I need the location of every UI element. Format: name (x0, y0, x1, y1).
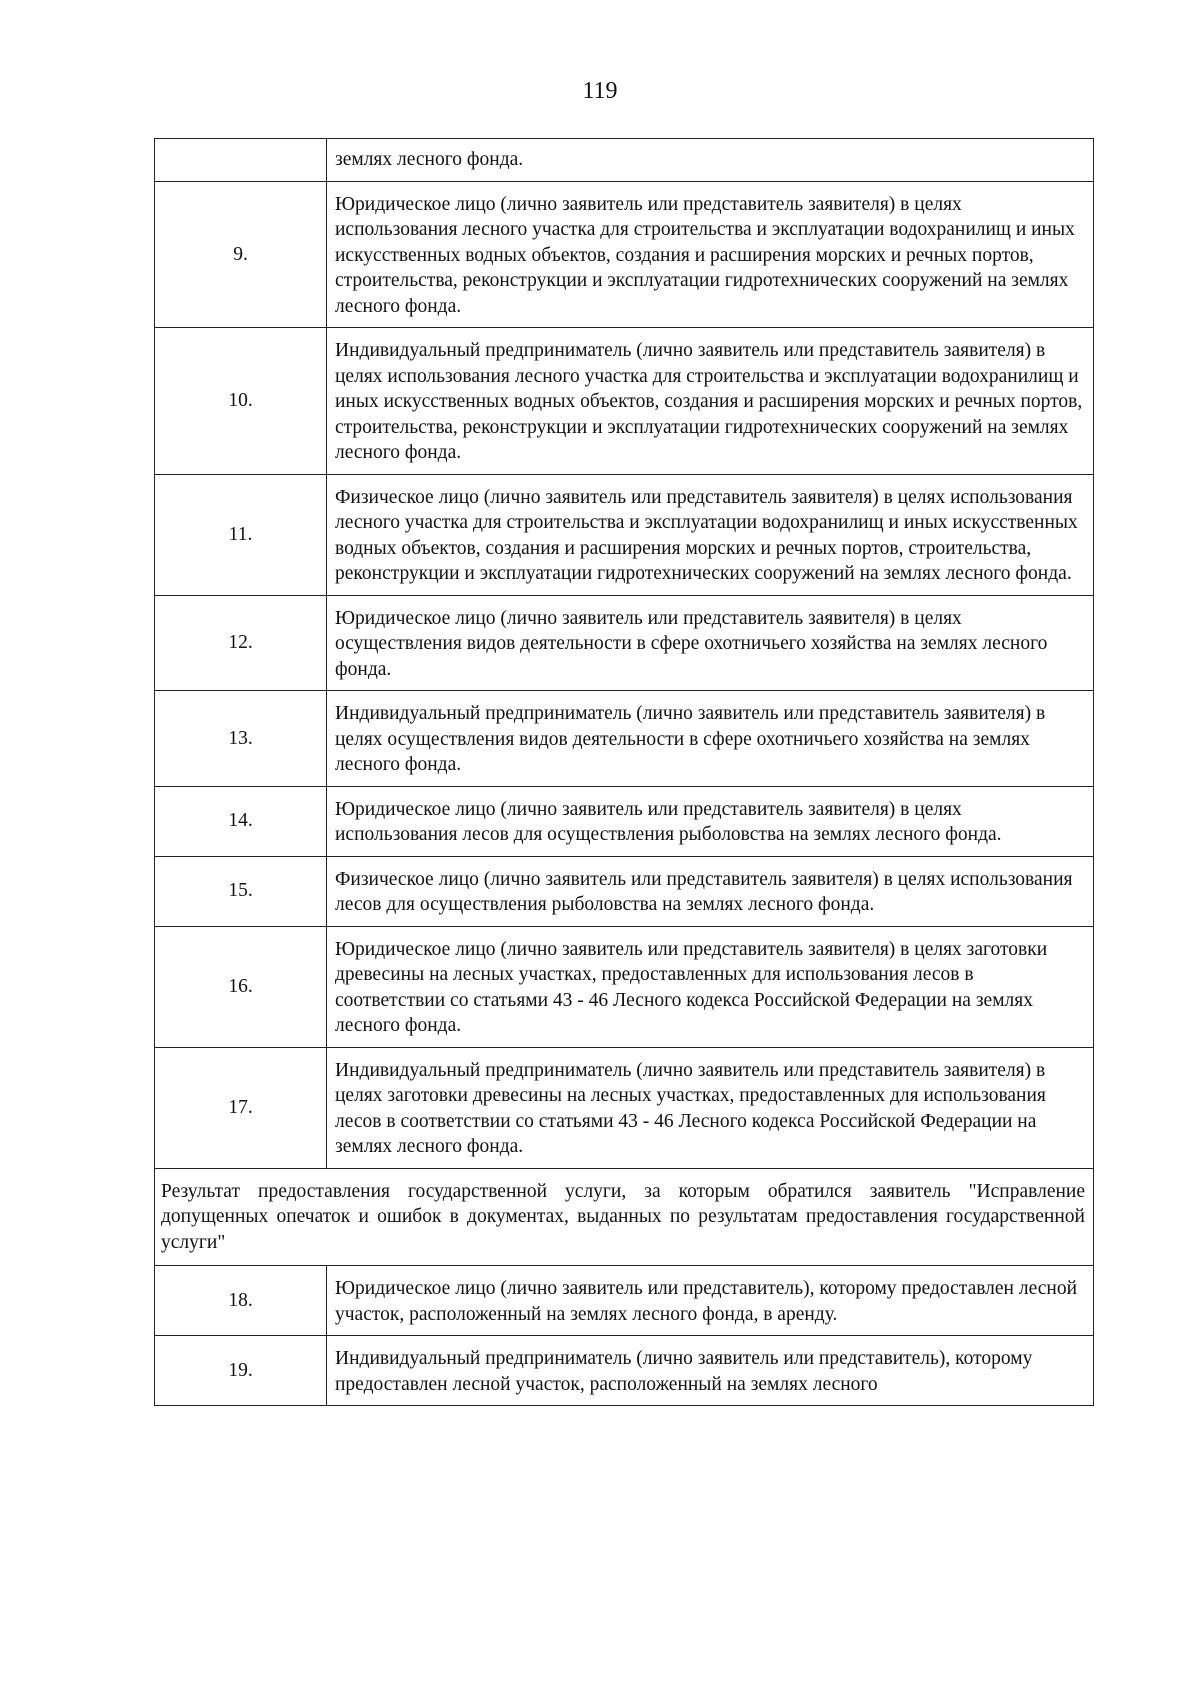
row-number-cell: 12. (155, 595, 327, 691)
row-number-cell: 14. (155, 786, 327, 856)
page-number: 119 (582, 78, 618, 104)
table-row (155, 786, 1094, 856)
table-row (155, 1336, 1094, 1406)
table-row (155, 181, 1094, 328)
table-row (155, 926, 1094, 1047)
row-number-cell: 17. (155, 1047, 327, 1168)
row-number-cell: 9. (155, 181, 327, 328)
row-number-cell: 18. (155, 1266, 327, 1336)
row-description-cell: Юридическое лицо (лично заявитель или представитель заявителя) в целях использования лесов для осуществления рыболовства на землях лесного фонда. (327, 786, 1094, 856)
row-number-cell: 19. (155, 1336, 327, 1406)
row-number-cell: 10. (155, 328, 327, 475)
section-header-row (155, 1168, 1094, 1266)
table-row (155, 691, 1094, 787)
table-row (155, 474, 1094, 595)
row-number-cell: 13. (155, 691, 327, 787)
row-description-cell: Юридическое лицо (лично заявитель или представитель заявителя) в целях заготовки древесины на лесных участках, предоставленных для использования лесов в соответствии со статьями 43 - 46 Лесного кодекса Российской Федерации на землях лесного фонда. (327, 926, 1094, 1047)
row-number-cell: 16. (155, 926, 327, 1047)
row-description-cell: Физическое лицо (лично заявитель или представитель заявителя) в целях использования лесного участка для строительства и эксплуатации водохранилищ и иных искусственных водных объектов, создания и расширения морских и речных портов, строительства, реконструкции и эксплуатации гидротехнических сооружений на землях лесного фонда. (327, 474, 1094, 595)
table-row (155, 139, 1094, 182)
row-description-cell: Юридическое лицо (лично заявитель или представитель заявителя) в целях использования лесного участка для строительства и эксплуатации водохранилищ и иных искусственных водных объектов, создания и расширения морских и речных портов, строительства, реконструкции и эксплуатации гидротехнических сооружений на землях лесного фонда. (327, 181, 1094, 328)
row-number-cell: 11. (155, 474, 327, 595)
row-description-cell: Юридическое лицо (лично заявитель или представитель), которому предоставлен лесной участок, расположенный на землях лесного фонда, в аренду. (327, 1266, 1094, 1336)
table-row (155, 328, 1094, 475)
row-description-cell: землях лесного фонда. (327, 139, 1094, 182)
table-row (155, 1266, 1094, 1336)
table-row (155, 1047, 1094, 1168)
row-description-cell: Индивидуальный предприниматель (лично заявитель или представитель заявителя) в целях осуществления видов деятельности в сфере охотничьего хозяйства на землях лесного фонда. (327, 691, 1094, 787)
row-number-cell: 15. (155, 856, 327, 926)
row-description-cell: Индивидуальный предприниматель (лично заявитель или представитель заявителя) в целях заготовки древесины на лесных участках, предоставленных для использования лесов в соответствии со статьями 43 - 46 Лесного кодекса Российской Федерации на землях лесного фонда. (327, 1047, 1094, 1168)
row-description-cell: Индивидуальный предприниматель (лично заявитель или представитель заявителя) в целях использования лесного участка для строительства и эксплуатации водохранилищ и иных искусственных водных объектов, создания и расширения морских и речных портов, строительства, реконструкции и эксплуатации гидротехнических сооружений на землях лесного фонда. (327, 328, 1094, 475)
section-header: Результат предоставления государственной услуги, за которым обратился заявитель "Исправление допущенных опечаток и ошибок в документах, выданных по результатам предоставления государственной услуги" (155, 1168, 1094, 1266)
table-row (155, 595, 1094, 691)
applicant-categories-table (154, 138, 1094, 1406)
row-description-cell: Физическое лицо (лично заявитель или представитель заявителя) в целях использования лесов для осуществления рыболовства на землях лесного фонда. (327, 856, 1094, 926)
table-row (155, 856, 1094, 926)
row-description-cell: Индивидуальный предприниматель (лично заявитель или представитель), которому предоставлен лесной участок, расположенный на землях лесного (327, 1336, 1094, 1406)
row-number-cell (155, 139, 327, 182)
row-description-cell: Юридическое лицо (лично заявитель или представитель заявителя) в целях осуществления видов деятельности в сфере охотничьего хозяйства на землях лесного фонда. (327, 595, 1094, 691)
